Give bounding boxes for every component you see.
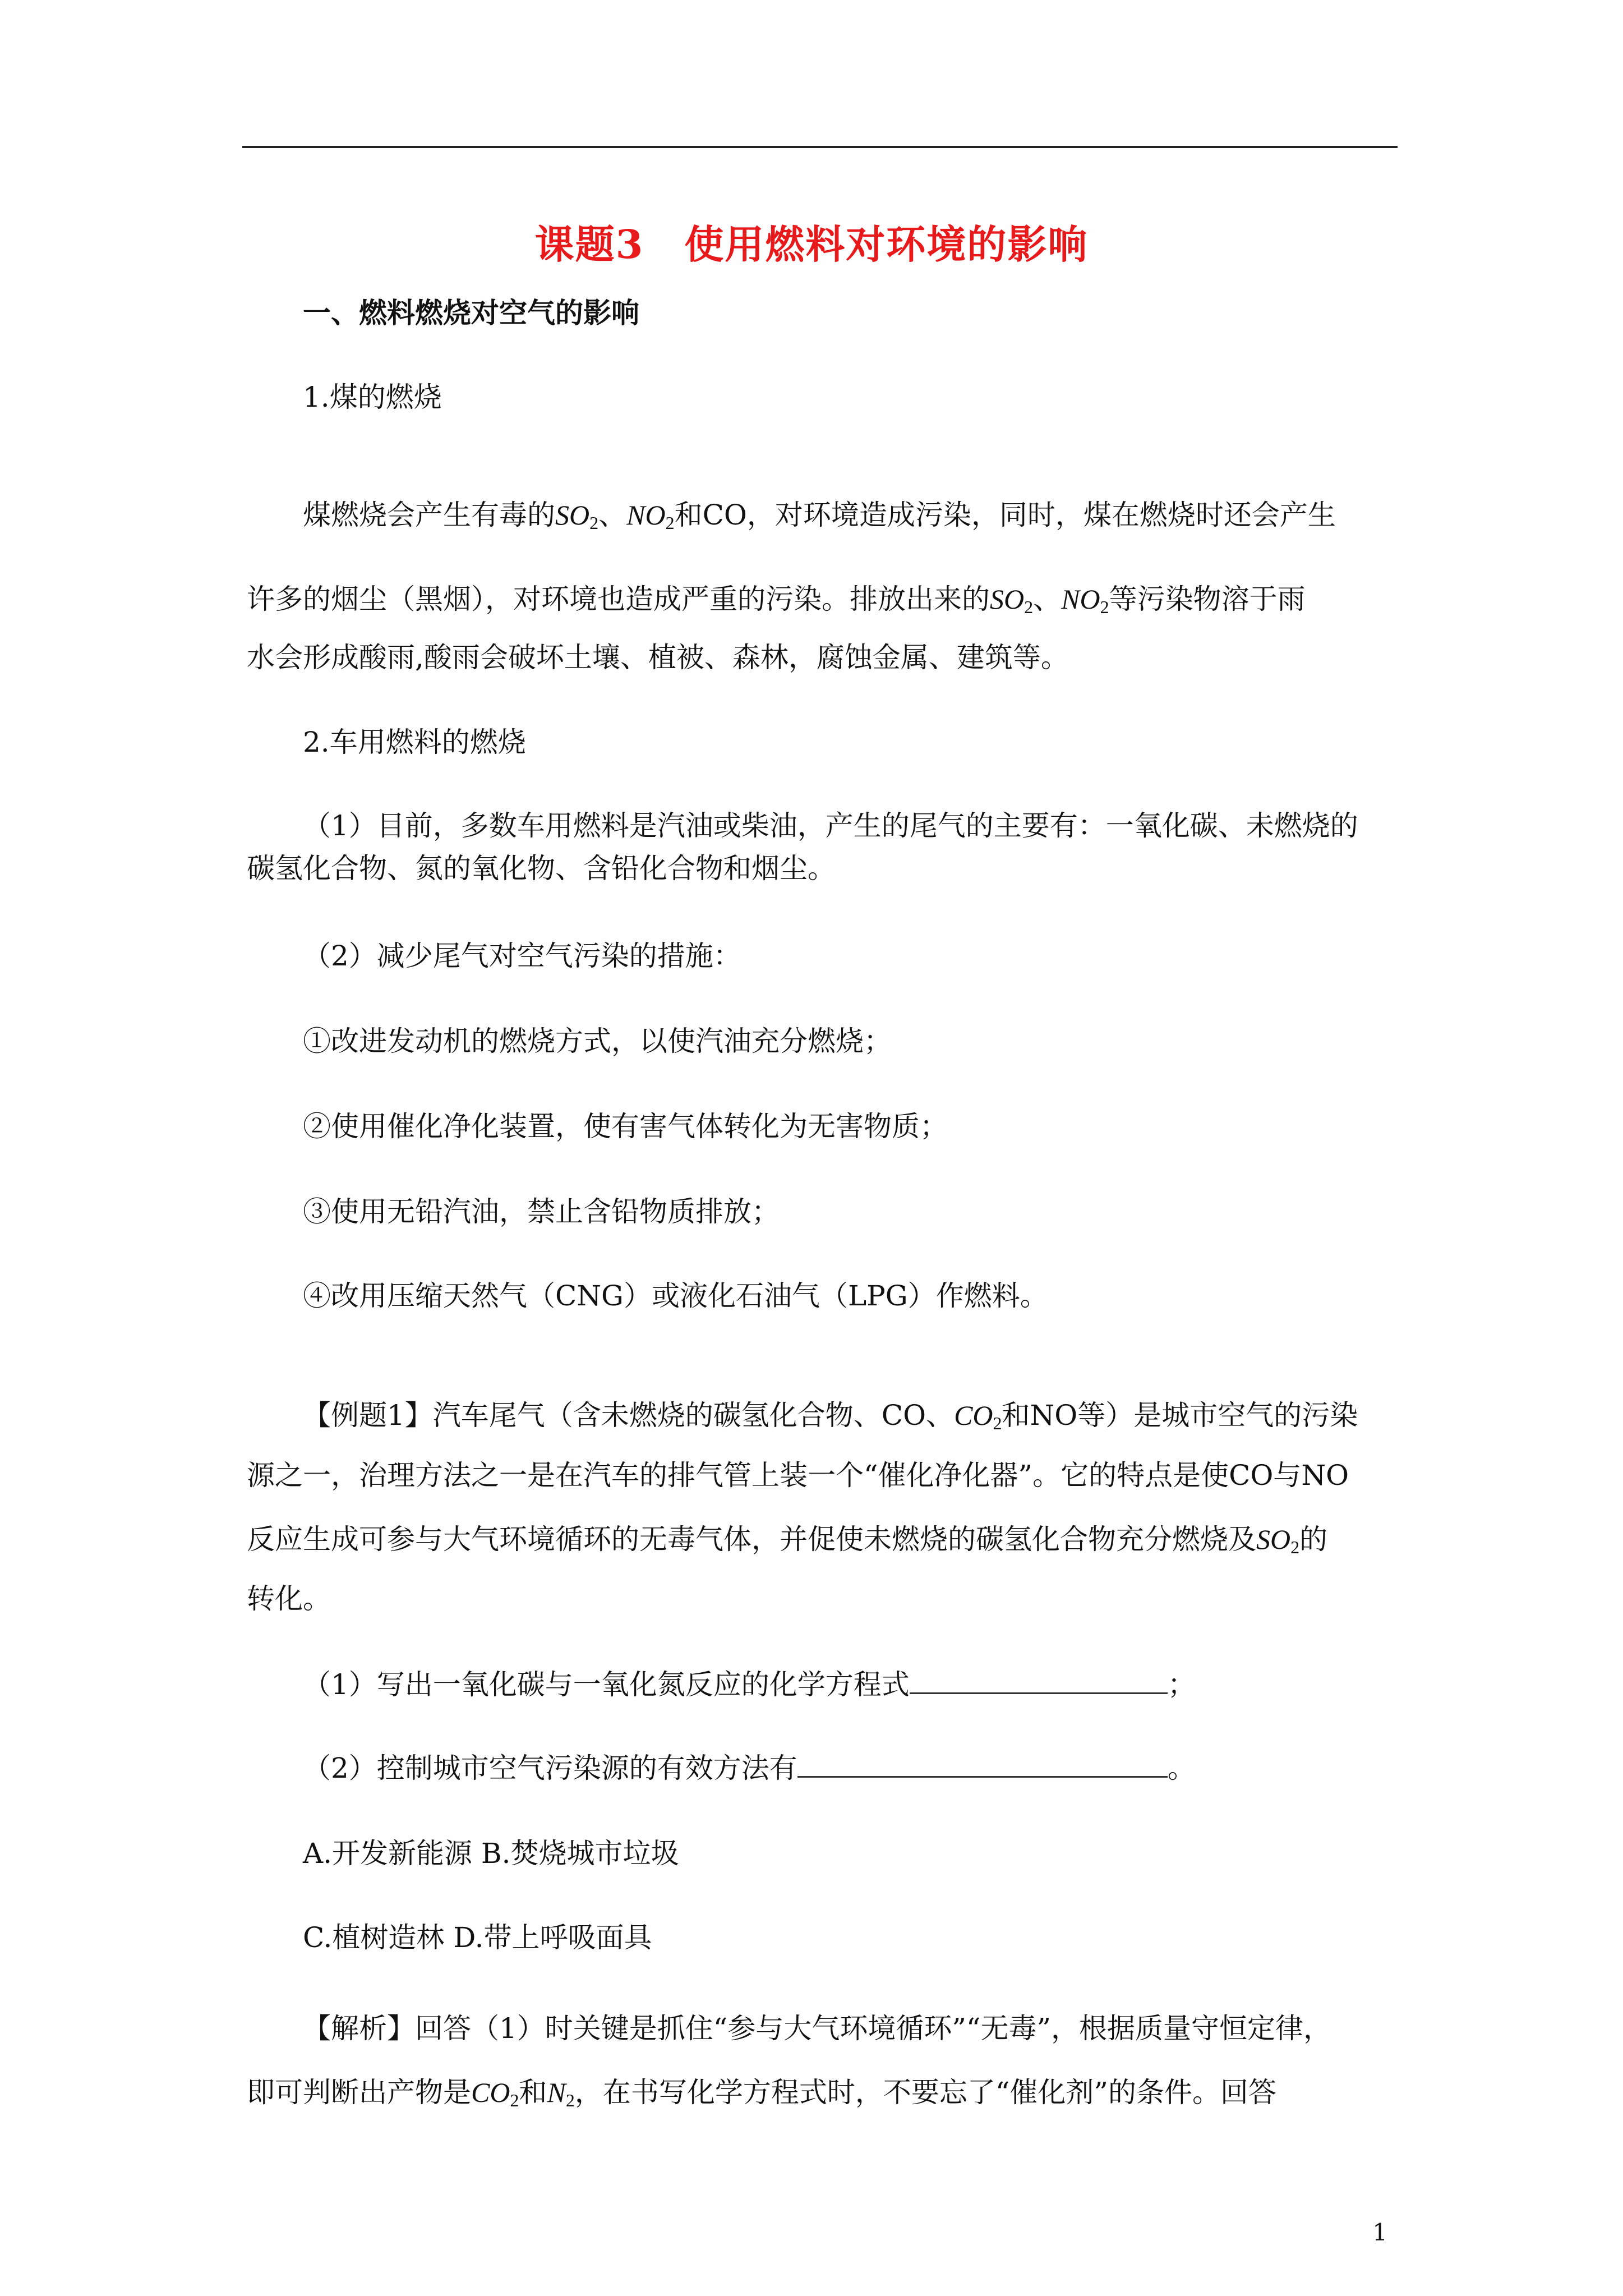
formula-so2: SO2 xyxy=(1256,1524,1300,1557)
formula-so2: SO2 xyxy=(555,499,599,533)
question-2: （2）控制城市空气污染源的有效方法有 。 xyxy=(303,1752,1196,1784)
measure-item: ④改用压缩天然气（CNG）或液化石油气（LPG）作燃料。 xyxy=(303,1280,1048,1312)
question-1: （1）写出一氧化碳与一氧化氮反应的化学方程式 ； xyxy=(303,1668,1196,1701)
measure-item: ①改进发动机的燃烧方式，以使汽油充分燃烧； xyxy=(303,1025,892,1057)
example-line-1: 【例题1】汽车尾气（含未燃烧的碳氢化合物、CO、CO2和NO等）是城市空气的污染 xyxy=(303,1399,1358,1433)
car-fuel-heading: 2.车用燃料的燃烧 xyxy=(303,726,526,758)
answer-blank[interactable] xyxy=(797,1752,1168,1778)
formula-no2: NO2 xyxy=(626,499,675,533)
coal-heading: 1.煤的燃烧 xyxy=(303,381,442,413)
answer-blank[interactable] xyxy=(910,1669,1168,1694)
formula-co2: CO2 xyxy=(954,1400,1002,1433)
header-rule xyxy=(242,146,1398,148)
options-c-d: C.植树造林 D.带上呼吸面具 xyxy=(303,1921,652,1954)
example-line-2: 源之一，治理方法之一是在汽车的排气管上装一个“催化净化器”。它的特点是使CO与NO xyxy=(247,1459,1349,1492)
measure-item: ②使用催化净化装置，使有害气体转化为无害物质； xyxy=(303,1110,948,1143)
page-title: 课题3 使用燃料对环境的影响 xyxy=(534,221,1089,268)
section-heading: 一、燃料燃烧对空气的影响 xyxy=(303,296,639,329)
example-line-3: 反应生成可参与大气环境循环的无毒气体，并促使未燃烧的碳氢化合物充分燃烧及SO2的 xyxy=(247,1523,1328,1557)
example-line-4: 转化。 xyxy=(247,1582,331,1615)
options-a-b: A.开发新能源 B.焚烧城市垃圾 xyxy=(303,1837,679,1870)
coal-paragraph-line-3: 水会形成酸雨,酸雨会破坏土壤、植被、森林，腐蚀金属、建筑等。 xyxy=(247,641,1069,674)
page-number: 1 xyxy=(1372,2219,1387,2246)
formula-co2: CO2 xyxy=(471,2077,519,2110)
car-fuel-paragraph-line-2: 碳氢化合物、氮的氧化物、含铅化合物和烟尘。 xyxy=(247,852,836,885)
formula-so2: SO2 xyxy=(990,583,1034,617)
formula-n2: N2 xyxy=(547,2077,575,2110)
analysis-line-2: 即可判断出产物是CO2和N2，在书写化学方程式时，不要忘了“催化剂”的条件。回答 xyxy=(247,2076,1276,2110)
car-fuel-paragraph-line-1: （1）目前，多数车用燃料是汽油或柴油，产生的尾气的主要有：一氧化碳、未燃烧的 xyxy=(303,809,1358,842)
measure-item: ③使用无铅汽油，禁止含铅物质排放； xyxy=(303,1195,780,1228)
coal-paragraph-line-2: 许多的烟尘（黑烟），对环境也造成严重的污染。排放出来的SO2、NO2等污染物溶于雨 xyxy=(247,583,1306,617)
analysis-line-1: 【解析】回答（1）时关键是抓住“参与大气环境循环”“无毒”，根据质量守恒定律， xyxy=(303,2012,1332,2045)
coal-paragraph-line-1: 煤燃烧会产生有毒的SO2、NO2和CO，对环境造成污染，同时，煤在燃烧时还会产生 xyxy=(303,499,1336,533)
formula-no2: NO2 xyxy=(1061,583,1109,617)
measures-heading: （2）减少尾气对空气污染的措施： xyxy=(303,940,741,972)
